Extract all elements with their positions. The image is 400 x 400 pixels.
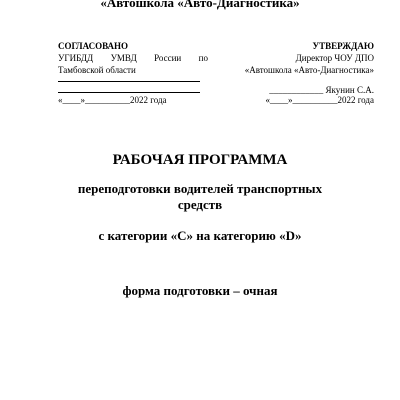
document-subtitle: переподготовки водителей транспортных средств bbox=[77, 181, 323, 212]
approval-left-org-part-2: УМВД bbox=[110, 53, 137, 63]
document-title: РАБОЧАЯ ПРОГРАММА bbox=[112, 152, 288, 168]
approval-left-org-line bbox=[58, 52, 208, 64]
approval-right-organization: «Автошкола «Авто-Диагностика» bbox=[244, 65, 374, 75]
signature-rule-2 bbox=[58, 92, 200, 93]
approval-left-org-part-4: по bbox=[198, 53, 208, 63]
approval-right-block bbox=[228, 40, 374, 76]
document-form: форма подготовки – очная bbox=[122, 283, 278, 298]
approval-right-date: «____»__________2022 года bbox=[265, 95, 374, 105]
approval-left-org-part-3: России bbox=[154, 53, 182, 63]
approval-left-org-line-2: Тамбовской области bbox=[58, 65, 136, 75]
approval-left-date: «____»__________2022 года bbox=[58, 95, 167, 105]
organization-header: «Автошкола «Авто-Диагностика» bbox=[100, 0, 300, 10]
signature-rule-1 bbox=[58, 81, 200, 82]
approval-right-heading: УТВЕРЖДАЮ bbox=[312, 41, 374, 51]
approval-left-heading: СОГЛАСОВАНО bbox=[58, 41, 129, 51]
approval-left-block bbox=[58, 40, 208, 76]
approval-right-position: Директор ЧОУ ДПО bbox=[295, 53, 374, 63]
approval-left-org-part-1: УГИБДД bbox=[58, 53, 94, 63]
document-category: с категории «С» на категорию «D» bbox=[98, 228, 302, 243]
approval-right-signature: ____________ Якунин С.А. bbox=[269, 85, 374, 95]
